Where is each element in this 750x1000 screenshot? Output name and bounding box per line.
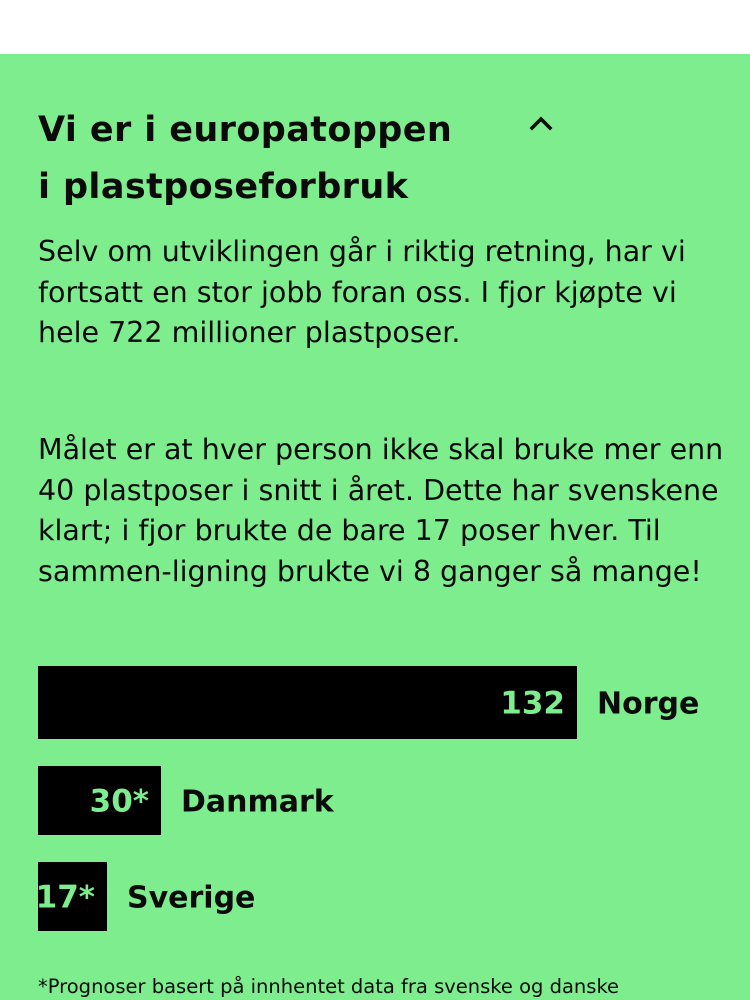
bar-label-sverige: Sverige xyxy=(127,880,256,916)
footnote: *Prognoser basert på innhentet data fra svenske og danske xyxy=(38,975,620,998)
intro-paragraph: Selv om utviklingen går i riktig retning, har vi fortsatt en stor jobb foran oss. I fjor kjøpte vi hele 722 millioner plastposer. xyxy=(38,235,686,349)
section-title xyxy=(38,102,598,216)
chevron-up-icon[interactable] xyxy=(528,114,554,132)
plastic-bag-section xyxy=(0,54,750,1000)
bar-chart xyxy=(0,666,750,936)
bar-label-norge: Norge xyxy=(597,686,700,722)
bar-norge xyxy=(38,666,577,739)
section-title-line1: Vi er i europatoppen xyxy=(38,110,453,150)
section-title-line2: i plastposeforbruk xyxy=(38,167,409,207)
bar-value-sverige: 17* xyxy=(35,879,95,916)
goal-paragraph: Målet er at hver person ikke skal bruke mer enn 40 plastposer i snitt i året. Dette har svenskene klart; i fjor brukte de bare 17 poser hver. Til sammen-ligning brukte vi 8 ganger så mange! xyxy=(38,433,724,588)
bar-label-danmark: Danmark xyxy=(181,784,334,820)
bar-value-norge: 132 xyxy=(500,685,565,722)
bar-value-danmark: 30* xyxy=(89,783,149,820)
